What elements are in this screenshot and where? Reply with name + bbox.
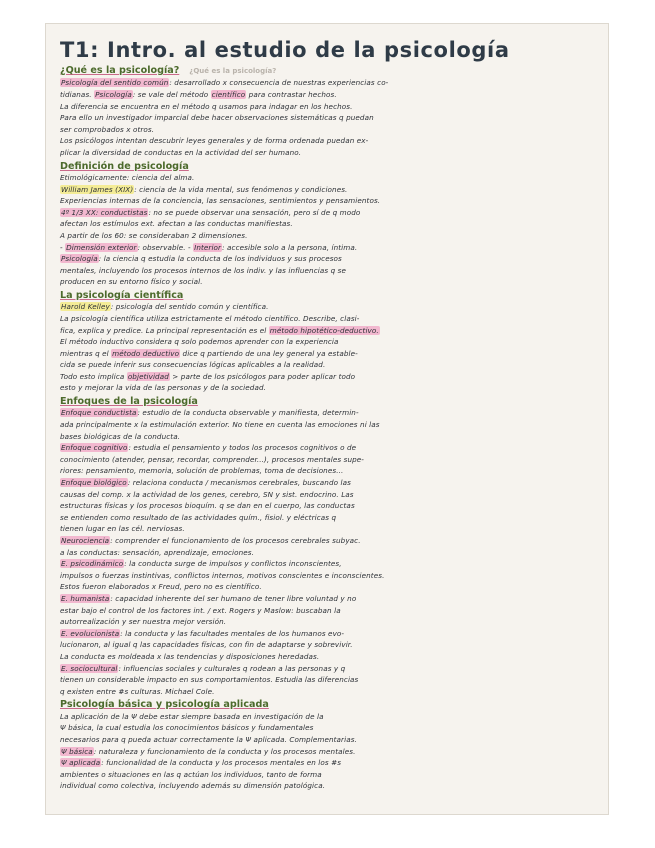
line-text: A partir de los 60: se consideraban 2 dimensiones. [60, 230, 248, 240]
line-text: ada principalmente x la estimulación exterior. No tiene en cuenta las emociones ni las [60, 420, 380, 430]
note-line [60, 101, 596, 113]
note-line [60, 336, 596, 348]
highlighted-term: Enfoque cognitivo [61, 443, 128, 453]
note-line [60, 734, 596, 746]
note-line [60, 431, 596, 443]
line-text: individual como colectiva, incluyendo además su dimensión patológica. [60, 781, 326, 791]
line-text: Estos fueron elaborados x Freud, pero no es científico. [60, 582, 262, 592]
note-line [60, 512, 596, 524]
heading-text: Definición de psicología [60, 160, 189, 172]
note-line [60, 454, 596, 466]
note-line [60, 547, 596, 559]
highlighted-term: Enfoque biológico [61, 478, 127, 488]
highlighted-term: 4º 1/3 XX: conductistas [61, 207, 148, 217]
note-line [60, 663, 596, 675]
line-text: La aplicación de la Ψ debe estar siempre basada en investigación de la [60, 711, 324, 721]
highlighted-term: Neurociencia [61, 536, 110, 545]
line-text: : comprender el funcionamiento de los procesos cerebrales subyac. [110, 536, 361, 545]
note-line [60, 674, 596, 686]
highlighted-term: Ψ básica [61, 746, 93, 756]
line-text: lucionaron, al igual q las capacidades físicas, con fin de adaptarse y sobrevivir. [60, 640, 353, 650]
line-text: mentales, incluyendo los procesos internos de los indiv. y las influencias q se [60, 265, 346, 275]
line-text: : ciencia de la vida mental, sus fenómenos y condiciones. [134, 184, 348, 194]
highlighted-term: E. humanista [61, 593, 110, 603]
line-text: : naturaleza y funcionamiento de la conducta y los procesos mentales. [93, 746, 356, 756]
section-heading [60, 65, 596, 77]
line-text: a las conductas: sensación, aprendizaje, emociones. [60, 547, 255, 557]
note-line [60, 442, 596, 454]
line-text: ser comprobados x otros. [60, 124, 155, 134]
line-text: q existen entre #s culturas. Michael Cole. [60, 686, 215, 696]
note-line [60, 112, 596, 124]
line-text: tidianas. [60, 90, 95, 99]
note-line [60, 558, 596, 570]
note-line [60, 419, 596, 431]
note-line [60, 253, 596, 265]
line-text: causas del comp. x la actividad de los genes, cerebro, SN y sist. endocrino. Las [60, 489, 354, 499]
note-line [60, 325, 596, 337]
note-line [60, 242, 596, 254]
note-line [60, 407, 596, 419]
line-text: : accesible solo a la persona, íntima. [222, 242, 358, 252]
heading-text: Psicología básica y psicología aplicada [60, 699, 269, 711]
line-text: estructuras físicas y los procesos bioquím. q se dan en el cuerpo, las conductas [60, 501, 355, 511]
notes-body [60, 65, 596, 792]
line-text: Para ello un investigador imparcial debe hacer observaciones sistemáticas q puedan [60, 113, 374, 123]
note-line [60, 207, 596, 219]
line-text: plicar la diversidad de conductas en la actividad del ser humano. [60, 147, 302, 157]
note-line [60, 77, 596, 89]
line-text: : relaciona conducta / mecanismos cerebrales, buscando las [127, 478, 351, 488]
line-text: - [60, 242, 66, 252]
highlighted-term: Psicología [61, 254, 98, 264]
section-heading [60, 161, 596, 172]
highlighted-term: objetividad [127, 371, 169, 381]
note-line [60, 184, 596, 196]
note-line [60, 686, 596, 698]
line-text: : desarrollado x consecuencia de nuestras experiencias co- [169, 78, 389, 88]
highlighted-term: Psicología del sentido común [61, 78, 169, 88]
heading-text: ¿Qué es la psicología? [60, 65, 180, 76]
note-line [60, 711, 596, 723]
note-line [60, 301, 596, 313]
note-line [60, 124, 596, 136]
note-line [60, 172, 596, 184]
line-text: La diferencia se encuentra en el método q usamos para indagar en los hechos. [60, 101, 353, 111]
note-line [60, 757, 596, 769]
note-line [60, 746, 596, 758]
line-text: estar bajo el control de los factores int. / ext. Rogers y Maslow: buscaban la [60, 605, 341, 615]
note-line [60, 593, 596, 605]
line-text: : no se puede observar una sensación, pero sí de q modo [148, 207, 361, 217]
note-line [60, 581, 596, 593]
highlighted-author: Harold Kelley [61, 302, 110, 312]
note-line [60, 489, 596, 501]
section-heading [60, 290, 596, 301]
note-line [60, 147, 596, 159]
line-text: : la conducta surge de impulsos y conflictos inconscientes, [124, 559, 342, 569]
heading-text: La psicología científica [60, 289, 184, 301]
note-line [60, 230, 596, 242]
highlighted-term: Interior [194, 242, 222, 252]
line-text: Los psicólogos intentan descubrir leyes generales y de forma ordenada puedan ex- [60, 136, 369, 146]
line-text: cida se puede inferir sus consecuencias lógicas aplicables a la realidad. [60, 360, 326, 370]
highlighted-author: William James (XIX) [61, 184, 134, 194]
line-text: Todo esto implica [60, 371, 127, 381]
line-text: : observable. - [137, 242, 194, 252]
note-line [60, 535, 596, 547]
line-text: tienen lugar en las cél. nerviosas. [60, 524, 185, 534]
line-text: bases biológicas de la conducta. [60, 431, 181, 441]
line-text: : se vale del método [132, 90, 211, 99]
highlighted-term: científico [211, 90, 246, 99]
note-line [60, 477, 596, 489]
note-line [60, 135, 596, 147]
note-line [60, 639, 596, 651]
notes-content [60, 38, 596, 792]
note-line [60, 359, 596, 371]
line-text: : la ciencia q estudia la conducta de los individuos y sus procesos [98, 254, 342, 264]
note-line [60, 651, 596, 663]
line-text: : psicología del sentido común y científica. [110, 302, 269, 312]
line-text: : estudio de la conducta observable y manifiesta, determin- [137, 408, 359, 418]
note-line [60, 616, 596, 628]
line-text: Experiencias internas de la conciencia, las sensaciones, sentimientos y pensamientos. [60, 196, 381, 206]
line-text: ambientes o situaciones en las q actúan los individuos, tanto de forma [60, 769, 322, 779]
line-text: Etimológicamente: ciencia del alma. [60, 172, 195, 182]
section-heading [60, 396, 596, 407]
line-text: conocimiento (atender, pensar, recordar, comprender...), procesos mentales supe- [60, 454, 364, 464]
highlighted-term: método hipotético-deductivo. [269, 325, 379, 335]
page-title: T1: Intro. al estudio de la psicología [60, 38, 510, 62]
highlighted-term: E. psicodinámico [61, 559, 124, 569]
line-text: afectan los estímulos ext. afectan a las conductas manifiestas. [60, 219, 293, 229]
note-line [60, 570, 596, 582]
line-text: : capacidad inherente del ser humano de tener libre voluntad y no [110, 593, 357, 603]
line-text: : estudia el pensamiento y todos los procesos cognitivos o de [128, 443, 357, 453]
note-line [60, 371, 596, 383]
line-text: dice q partiendo de una ley general ya estable- [180, 348, 358, 358]
line-text: riores: pensamiento, memoria, solución de problemas, toma de decisiones... [60, 466, 344, 476]
note-line [60, 276, 596, 288]
bleed-through-text: ¿Qué es la psicología? [189, 67, 277, 75]
highlighted-term: Dimensión exterior [66, 242, 137, 252]
note-line [60, 195, 596, 207]
line-text: se entienden como resultado de las actividades quím., fisiol. y eléctricas q [60, 512, 337, 522]
line-text: impulsos o fuerzas instintivas, conflictos internos, motivos conscientes e inconscientes. [60, 570, 385, 580]
line-text: El método inductivo considera q solo podemos aprender con la experiencia [60, 337, 339, 347]
note-line [60, 500, 596, 512]
note-line [60, 465, 596, 477]
note-line [60, 780, 596, 792]
line-text: para contrastar hechos. [246, 90, 337, 99]
line-text: producen en su entorno físico y social. [60, 277, 203, 287]
line-text: > parte de los psicólogos para poder aplicar todo [169, 371, 356, 381]
note-line [60, 769, 596, 781]
note-line [60, 348, 596, 360]
line-text: : funcionalidad de la conducta y los procesos mentales en los #s [101, 758, 342, 768]
note-line [60, 628, 596, 640]
heading-text: Enfoques de la psicología [60, 396, 198, 408]
highlighted-term: Ψ aplicada [61, 758, 101, 768]
line-text: La conducta es moldeada x las tendencias y disposiciones heredadas. [60, 651, 320, 661]
highlighted-term: método deductivo [112, 348, 180, 358]
note-line [60, 218, 596, 230]
note-line [60, 382, 596, 394]
highlighted-term: Enfoque conductista [61, 408, 137, 418]
note-line [60, 605, 596, 617]
line-text: autorrealización y ser nuestra mejor versión. [60, 617, 227, 627]
line-text: mientras q el [60, 348, 112, 358]
note-line [60, 722, 596, 734]
line-text: : la conducta y las facultades mentales de los humanos evo- [120, 628, 345, 638]
note-line [60, 313, 596, 325]
line-text: La psicología científica utiliza estrictamente el método científico. Describe, clasi- [60, 313, 360, 323]
line-text: : influencias sociales y culturales q rodean a las personas y q [118, 663, 346, 673]
highlighted-term: E. evolucionista [61, 628, 120, 638]
note-line [60, 89, 596, 101]
line-text: Ψ básica, la cual estudia los conocimientos básicos y fundamentales [60, 723, 314, 733]
line-text: esto y mejorar la vida de las personas y de la sociedad. [60, 383, 267, 393]
line-text: necesarios para q pueda actuar correctamente la Ψ aplicada. Complementarias. [60, 734, 357, 744]
note-line [60, 265, 596, 277]
section-heading [60, 699, 596, 710]
line-text: fica, explica y predice. La principal representación es el [60, 325, 269, 335]
line-text: tienen un considerable impacto en sus comportamientos. Estudia las diferencias [60, 675, 359, 685]
note-line [60, 523, 596, 535]
highlighted-term: Psicología [95, 90, 132, 99]
highlighted-term: E. sociocultural [61, 663, 118, 673]
notes-sheet [46, 24, 608, 814]
